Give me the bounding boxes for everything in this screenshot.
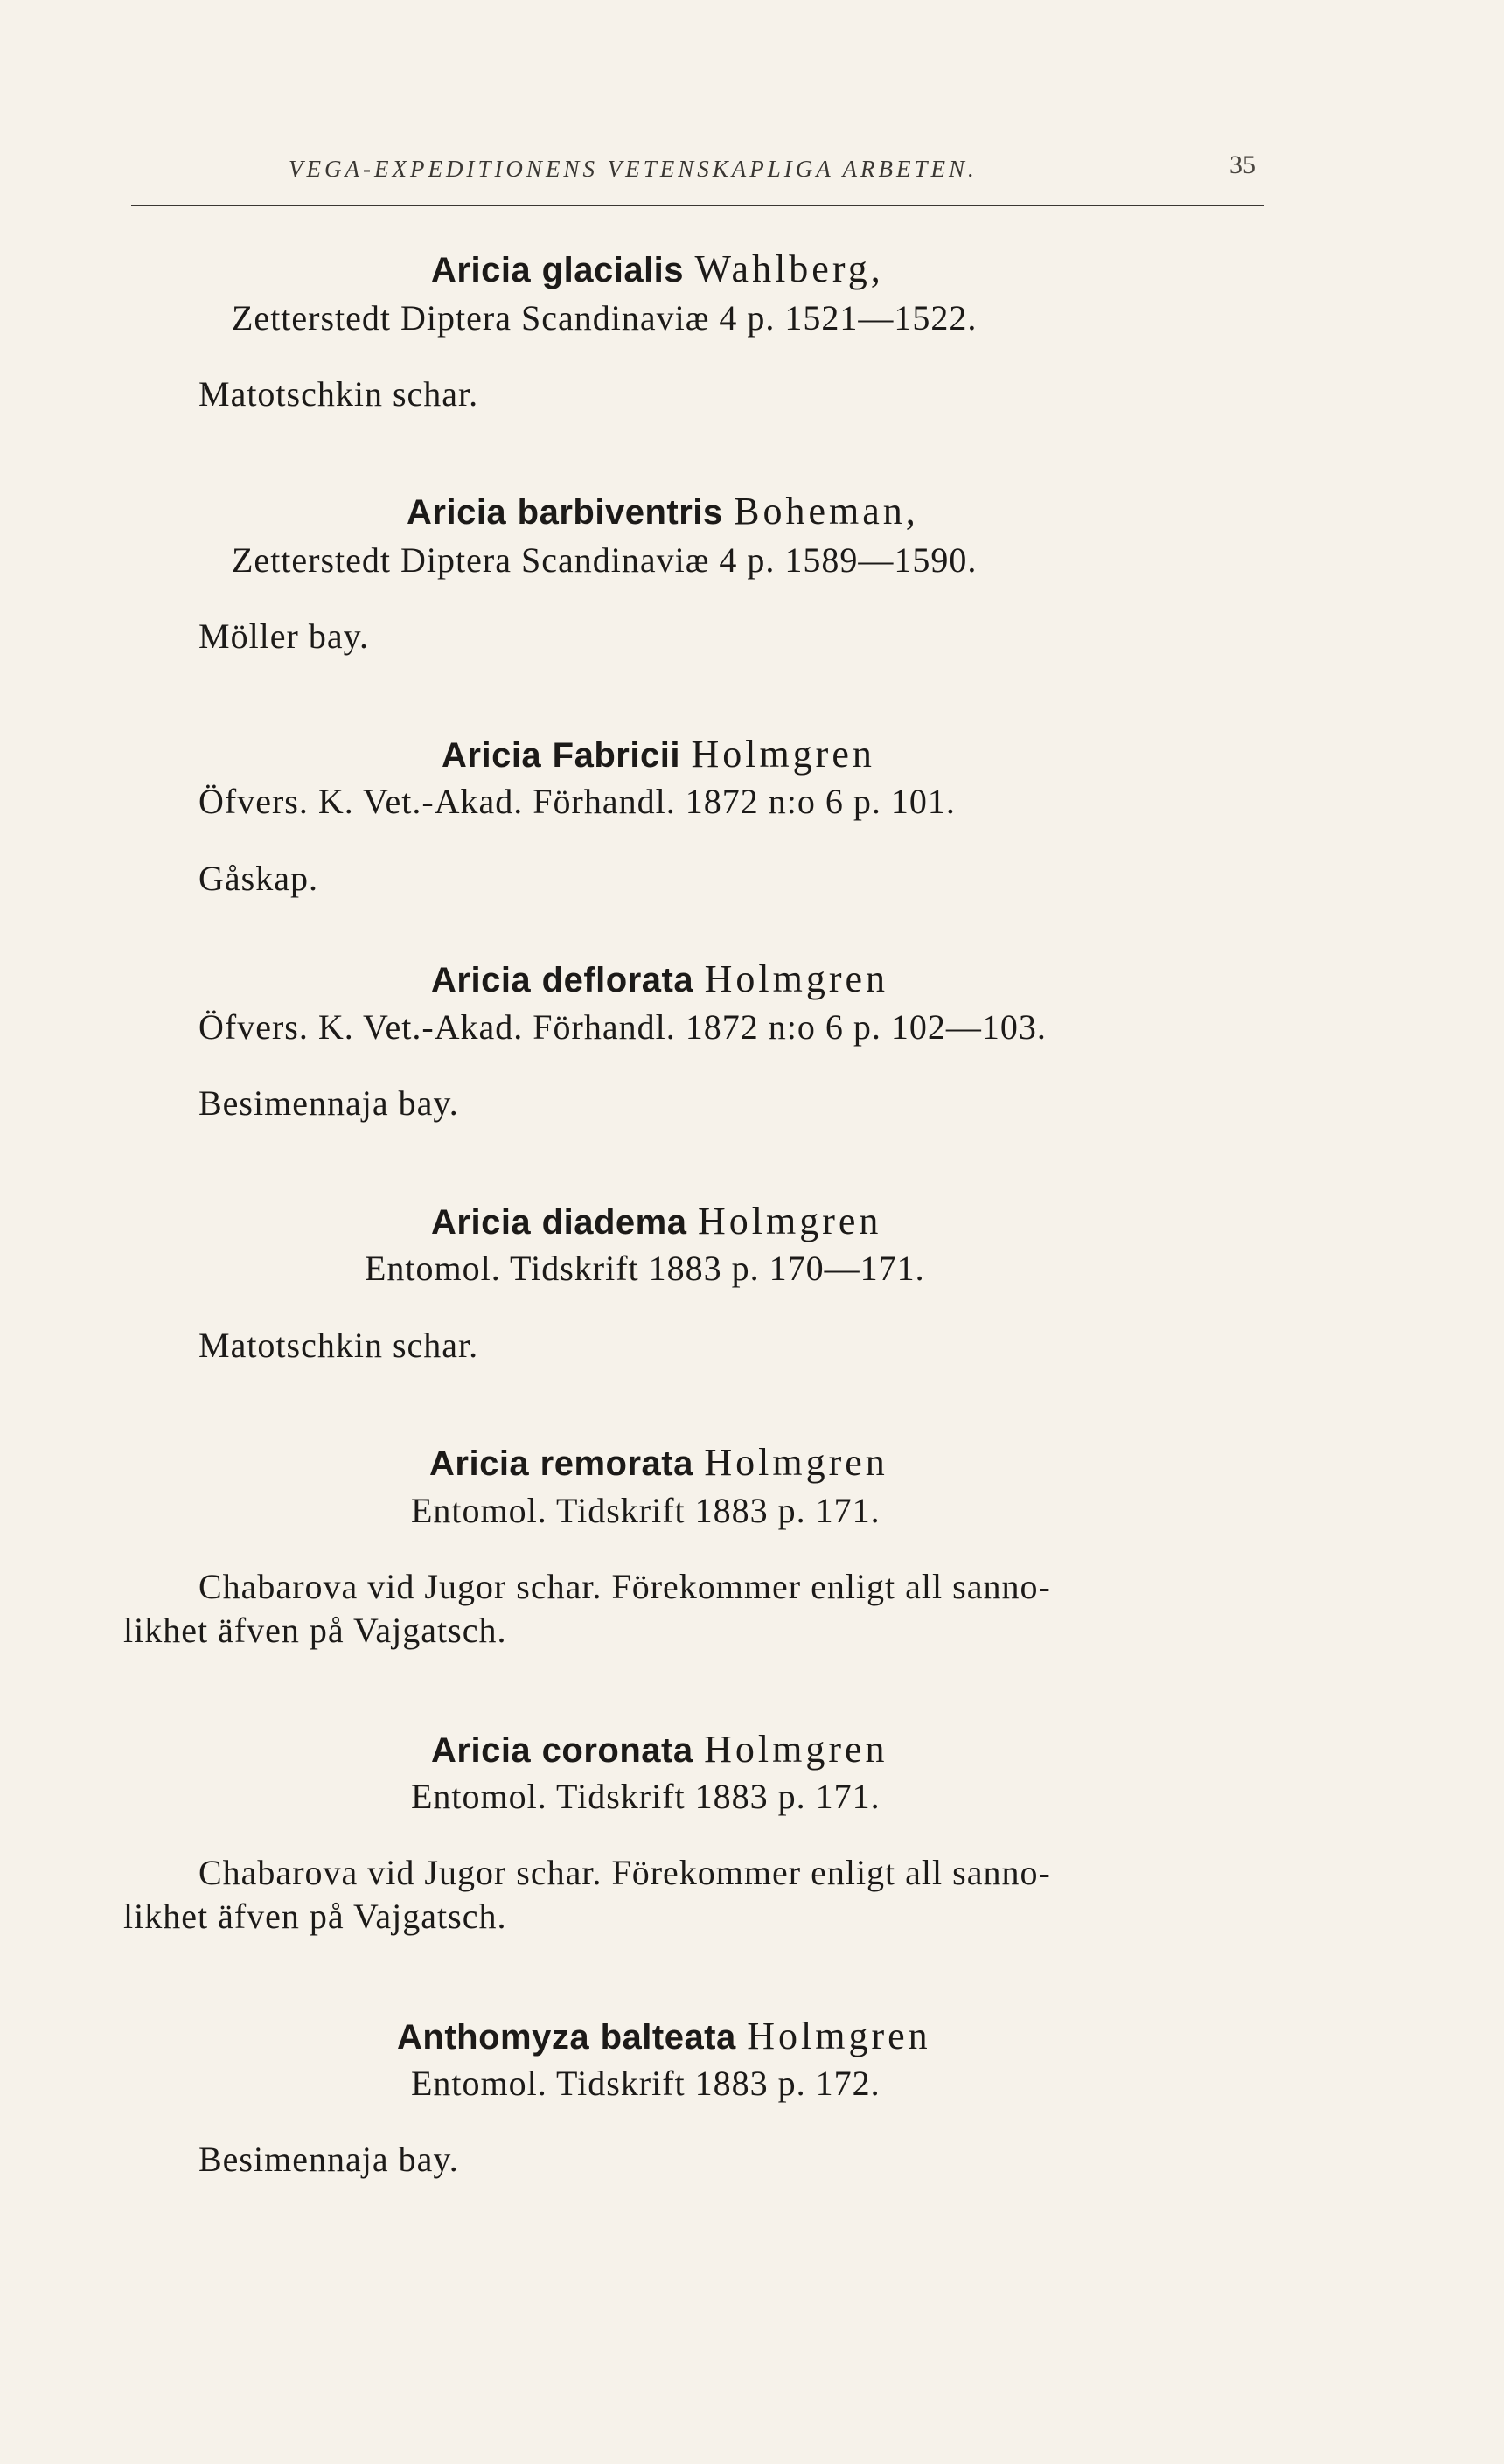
running-header: VEGA-EXPEDITIONENS VETENSKAPLIGA ARBETEN. (289, 156, 978, 182)
locality-line: Möller bay. (198, 616, 370, 656)
reference-line: Öfvers. K. Vet.-Akad. Förhandl. 1872 n:o 6 p. 101. (198, 782, 956, 821)
author-name: Holmgren (747, 2015, 931, 2057)
species-name: remorata (540, 1444, 693, 1483)
locality-line: Matotschkin schar. (198, 1326, 479, 1365)
author-name: Holmgren (691, 733, 875, 776)
species-name: coronata (541, 1731, 693, 1770)
reference-line: Öfvers. K. Vet.-Akad. Förhandl. 1872 n:o 6 p. 102—103. (198, 1007, 1047, 1047)
species-title (431, 1199, 881, 1243)
author-name: Holmgren (704, 1728, 888, 1771)
species-name: deflorata (541, 961, 694, 999)
reference-line: Entomol. Tidskrift 1883 p. 171. (411, 1491, 881, 1530)
genus-name: Aricia (407, 493, 507, 532)
species-title (397, 2014, 931, 2058)
reference-line: Zetterstedt Diptera Scandinaviæ 4 p. 1589—1590. (232, 540, 978, 580)
locality-line: likhet äfven på Vajgatsch. (123, 1611, 507, 1650)
species-name: barbiventris (517, 493, 723, 532)
genus-name: Aricia (442, 736, 542, 775)
species-name: Fabricii (552, 736, 680, 775)
species-title (429, 1440, 888, 1485)
species-title (407, 489, 919, 533)
genus-name: Anthomyza (397, 2018, 590, 2057)
header-rule (131, 205, 1264, 206)
species-name: diadema (541, 1203, 687, 1242)
reference-line: Entomol. Tidskrift 1883 p. 170—171. (365, 1249, 925, 1288)
genus-name: Aricia (431, 1731, 532, 1770)
genus-name: Aricia (431, 251, 532, 289)
locality-line: Gåskap. (198, 859, 318, 898)
species-title (442, 732, 875, 776)
reference-line: Entomol. Tidskrift 1883 p. 172. (411, 2064, 881, 2103)
species-title (431, 247, 884, 291)
locality-line: Matotschkin schar. (198, 374, 479, 414)
genus-name: Aricia (431, 961, 532, 999)
genus-name: Aricia (429, 1444, 530, 1483)
page-number: 35 (1229, 150, 1256, 179)
author-name: Holmgren (704, 1441, 888, 1484)
locality-line: Besimennaja bay. (198, 1083, 459, 1123)
locality-line: Besimennaja bay. (198, 2140, 459, 2179)
author-name: Holmgren (697, 1200, 882, 1242)
author-name: Holmgren (704, 957, 889, 1000)
locality-line: likhet äfven på Vajgatsch. (123, 1897, 507, 1936)
author-name: Boheman, (734, 490, 919, 532)
reference-line: Zetterstedt Diptera Scandinaviæ 4 p. 1521—1522. (232, 298, 978, 338)
locality-line: Chabarova vid Jugor schar. Förekommer enligt all sanno- (198, 1853, 1051, 1892)
author-name: Wahlberg, (694, 247, 884, 290)
genus-name: Aricia (431, 1203, 532, 1242)
locality-line: Chabarova vid Jugor schar. Förekommer enligt all sanno- (198, 1567, 1051, 1606)
reference-line: Entomol. Tidskrift 1883 p. 171. (411, 1777, 881, 1816)
species-title (431, 957, 888, 1001)
species-name: balteata (600, 2018, 736, 2057)
species-name: glacialis (541, 251, 685, 289)
species-title (431, 1727, 888, 1771)
